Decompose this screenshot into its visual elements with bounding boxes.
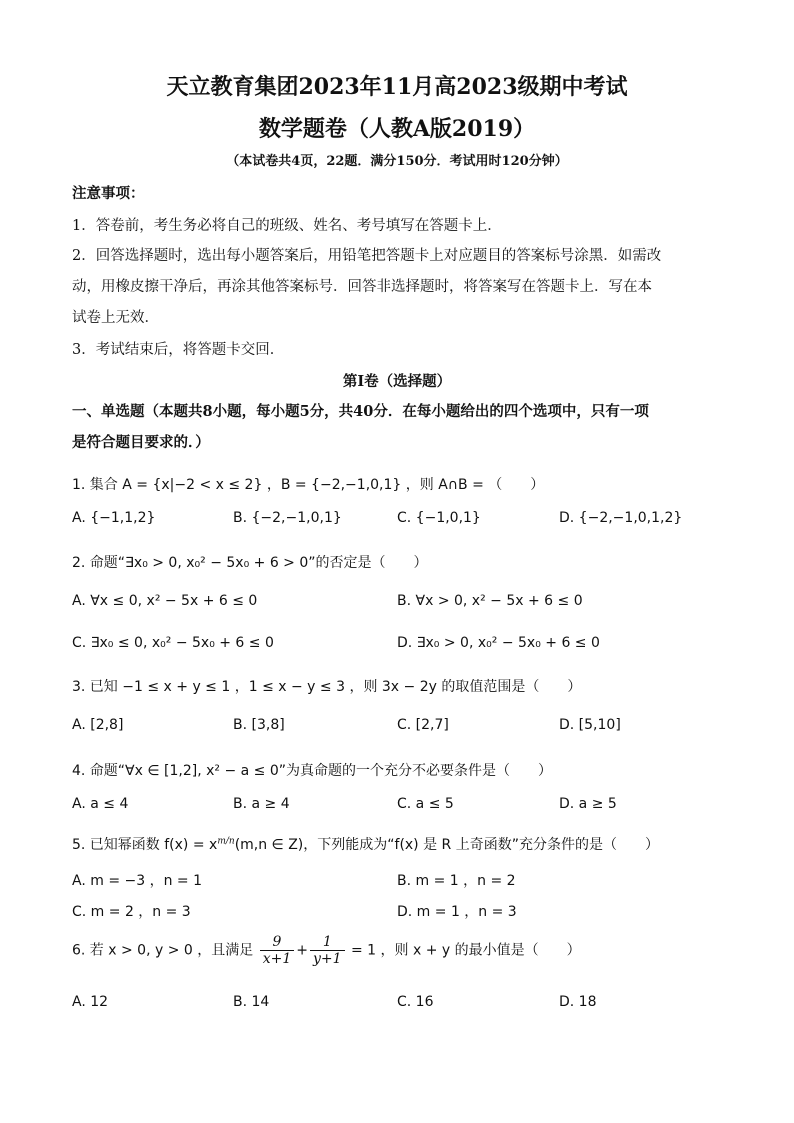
question-5-option-b[interactable]: B. m = 1 ，n = 2 [397, 873, 516, 889]
question-2-option-a[interactable]: A. ∀x ≤ 0, x² − 5x + 6 ≤ 0 [72, 593, 258, 609]
question-2-option-b[interactable]: B. ∀x > 0, x² − 5x + 6 ≤ 0 [397, 593, 583, 609]
question-3-option-a[interactable]: A. [2,8] [72, 717, 124, 733]
question-6-option-a[interactable]: A. 12 [72, 994, 109, 1010]
question-1-option-b[interactable]: B. {−2,−1,0,1} [233, 510, 342, 526]
section-heading-line-2: 是符合题目要求的．） [72, 434, 210, 451]
question-1-option-d[interactable]: D. {−2,−1,0,1,2} [559, 510, 683, 526]
question-1-option-a[interactable]: A. {−1,1,2} [72, 510, 156, 526]
note-item-2-line-3: 试卷上无效． [72, 310, 159, 326]
fraction-2-denominator: y+1 [313, 951, 342, 967]
question-5-stem [72, 834, 659, 854]
notes-heading: 注意事项： [72, 185, 145, 202]
question-5-option-d[interactable]: D. m = 1 ，n = 3 [397, 904, 517, 920]
question-2-option-d[interactable]: D. ∃x₀ > 0, x₀² − 5x₀ + 6 ≤ 0 [397, 635, 600, 651]
question-4-option-a[interactable]: A. a ≤ 4 [72, 796, 129, 812]
question-2-stem: 2. 命题“∃x₀ > 0, x₀² − 5x₀ + 6 > 0”的否定是（ ） [72, 555, 428, 571]
question-6-fraction-2 [310, 934, 345, 967]
question-5-stem-prefix: 5. 已知幂函数 f(x) = x [72, 837, 218, 853]
question-1-stem: 1. 集合 A = {x|−2 < x ≤ 2} ，B = {−2,−1,0,1} ，则 A∩B = （ ） [72, 477, 545, 493]
question-4-stem: 4. 命题“∀x ∈ [1,2], x² − a ≤ 0”为真命题的一个充分不必要条件是（ ） [72, 763, 553, 779]
question-6-option-d[interactable]: D. 18 [559, 994, 597, 1010]
note-item-2-line-2: 动，用橡皮擦干净后，再涂其他答案标号．回答非选择题时，将答案写在答题卡上．写在本 [72, 279, 652, 295]
exam-title: 天立教育集团2023年11月高2023级期中考试 [166, 74, 628, 100]
fraction-1-numerator: 9 [260, 934, 295, 951]
question-3-option-d[interactable]: D. [5,10] [559, 717, 621, 733]
question-4-option-c[interactable]: C. a ≤ 5 [397, 796, 454, 812]
exam-subject-title: 数学题卷（人教A版2019） [258, 116, 536, 142]
question-5-option-a[interactable]: A. m = −3 ，n = 1 [72, 873, 202, 889]
question-6-option-b[interactable]: B. 14 [233, 994, 270, 1010]
fraction-2-numerator: 1 [310, 934, 345, 951]
question-6-stem: 6. 若 x > 0, y > 0 ，且满足 $\frac{9}{x+1}$ + $\frac{1}{y+1}$ = 1 ，则 x + y 的最小值是（ ） [72, 934, 581, 967]
question-4-option-d[interactable]: D. a ≥ 5 [559, 796, 617, 812]
question-6-option-c[interactable]: C. 16 [397, 994, 434, 1010]
note-item-3: 3．考试结束后，将答题卡交回． [72, 342, 285, 358]
fraction-1-denominator: x+1 [262, 951, 292, 967]
question-3-option-b[interactable]: B. [3,8] [233, 717, 285, 733]
question-3-option-c[interactable]: C. [2,7] [397, 717, 449, 733]
question-6-stem-suffix: = 1 ，则 x + y 的最小值是（ ） [351, 942, 581, 959]
note-item-1: 1．答卷前，考生务必将自己的班级、姓名、考号填写在答题卡上． [72, 218, 502, 234]
question-5-stem-suffix: (m,n ∈ Z)，下列能成为“f(x) 是 R 上奇函数”充分条件的是（ ） [234, 837, 659, 853]
question-6-fraction-1 [260, 934, 295, 967]
question-6-stem-prefix: 6. 若 x > 0, y > 0 ，且满足 [72, 942, 254, 959]
question-1-option-c[interactable]: C. {−1,0,1} [397, 510, 481, 526]
question-4-option-b[interactable]: B. a ≥ 4 [233, 796, 290, 812]
section-heading-line-1: 一、单选题（本题共8小题，每小题5分，共40分．在每小题给出的四个选项中，只有一项 [72, 403, 649, 420]
part-title: 第Ⅰ卷（选择题） [342, 373, 452, 390]
question-5-exponent: m/n [217, 836, 235, 847]
note-item-2-line-1: 2．回答选择题时，选出每小题答案后，用铅笔把答题卡上对应题目的答案标号涂黑．如需改 [72, 248, 662, 264]
exam-info: （本试卷共4页，22题．满分150分．考试用时120分钟） [226, 154, 568, 169]
question-5-option-c[interactable]: C. m = 2 ，n = 3 [72, 904, 191, 920]
question-3-stem: 3. 已知 −1 ≤ x + y ≤ 1 ，1 ≤ x − y ≤ 3 ，则 3x − 2y 的取值范围是（ ） [72, 679, 582, 695]
question-2-option-c[interactable]: C. ∃x₀ ≤ 0, x₀² − 5x₀ + 6 ≤ 0 [72, 635, 274, 651]
